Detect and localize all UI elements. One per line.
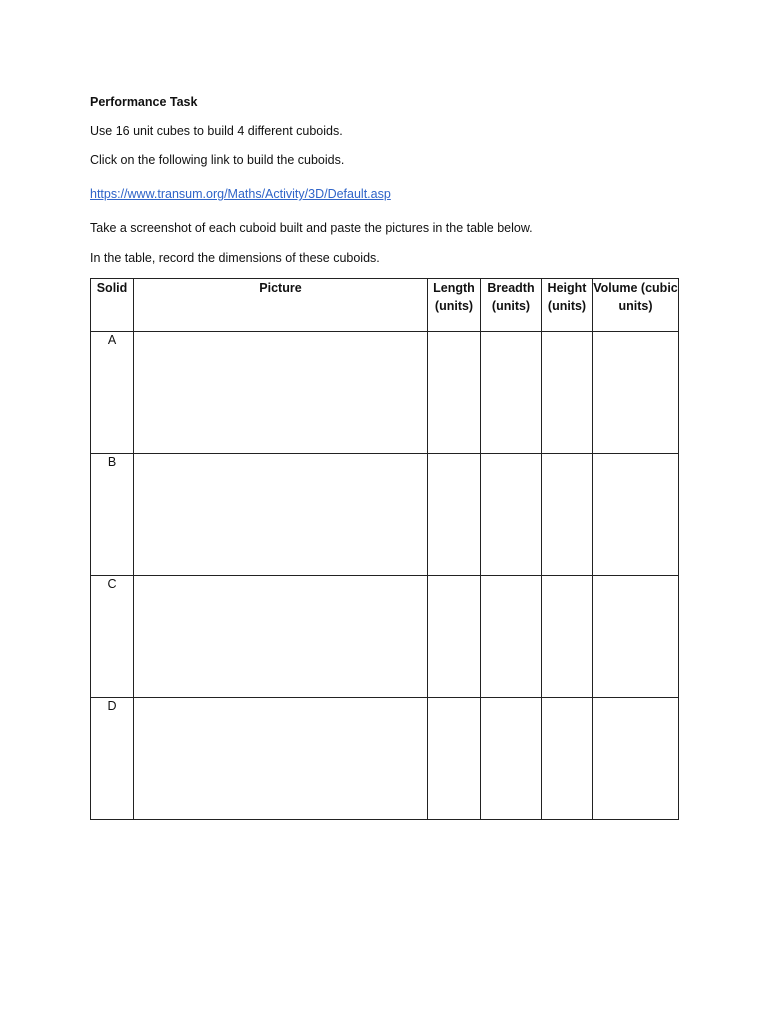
solid-label: D: [91, 698, 134, 820]
length-cell[interactable]: [428, 698, 481, 820]
volume-cell[interactable]: [593, 698, 679, 820]
length-cell[interactable]: [428, 576, 481, 698]
length-cell[interactable]: [428, 454, 481, 576]
picture-cell[interactable]: [134, 576, 428, 698]
header-breadth: Breadth (units): [481, 279, 542, 332]
page-title: Performance Task: [90, 95, 198, 109]
breadth-cell[interactable]: [481, 698, 542, 820]
cuboid-table: [90, 278, 679, 820]
breadth-cell[interactable]: [481, 332, 542, 454]
solid-label: B: [91, 454, 134, 576]
solid-label: A: [91, 332, 134, 454]
header-volume: Volume (cubic units): [593, 279, 679, 332]
volume-cell[interactable]: [593, 454, 679, 576]
instruction-screenshot: Take a screenshot of each cuboid built and paste the pictures in the table below.: [90, 221, 533, 235]
volume-cell[interactable]: [593, 332, 679, 454]
header-height: Height (units): [542, 279, 593, 332]
picture-cell[interactable]: [134, 698, 428, 820]
length-cell[interactable]: [428, 332, 481, 454]
table-row: [91, 332, 679, 454]
header-solid: Solid: [91, 279, 134, 332]
instruction-build-cuboids: Use 16 unit cubes to build 4 different cuboids.: [90, 124, 343, 138]
table-header-row: [91, 279, 679, 332]
picture-cell[interactable]: [134, 332, 428, 454]
height-cell[interactable]: [542, 698, 593, 820]
breadth-cell[interactable]: [481, 576, 542, 698]
table-row: [91, 576, 679, 698]
instruction-record-dimensions: In the table, record the dimensions of these cuboids.: [90, 251, 380, 265]
height-cell[interactable]: [542, 454, 593, 576]
breadth-cell[interactable]: [481, 454, 542, 576]
solid-label: C: [91, 576, 134, 698]
height-cell[interactable]: [542, 332, 593, 454]
picture-cell[interactable]: [134, 454, 428, 576]
table-row: [91, 454, 679, 576]
instruction-click-link: Click on the following link to build the cuboids.: [90, 153, 345, 167]
header-length: Length (units): [428, 279, 481, 332]
transum-activity-link[interactable]: https://www.transum.org/Maths/Activity/3D/Default.asp: [90, 187, 391, 201]
height-cell[interactable]: [542, 576, 593, 698]
header-picture: Picture: [134, 279, 428, 332]
table-row: [91, 698, 679, 820]
volume-cell[interactable]: [593, 576, 679, 698]
